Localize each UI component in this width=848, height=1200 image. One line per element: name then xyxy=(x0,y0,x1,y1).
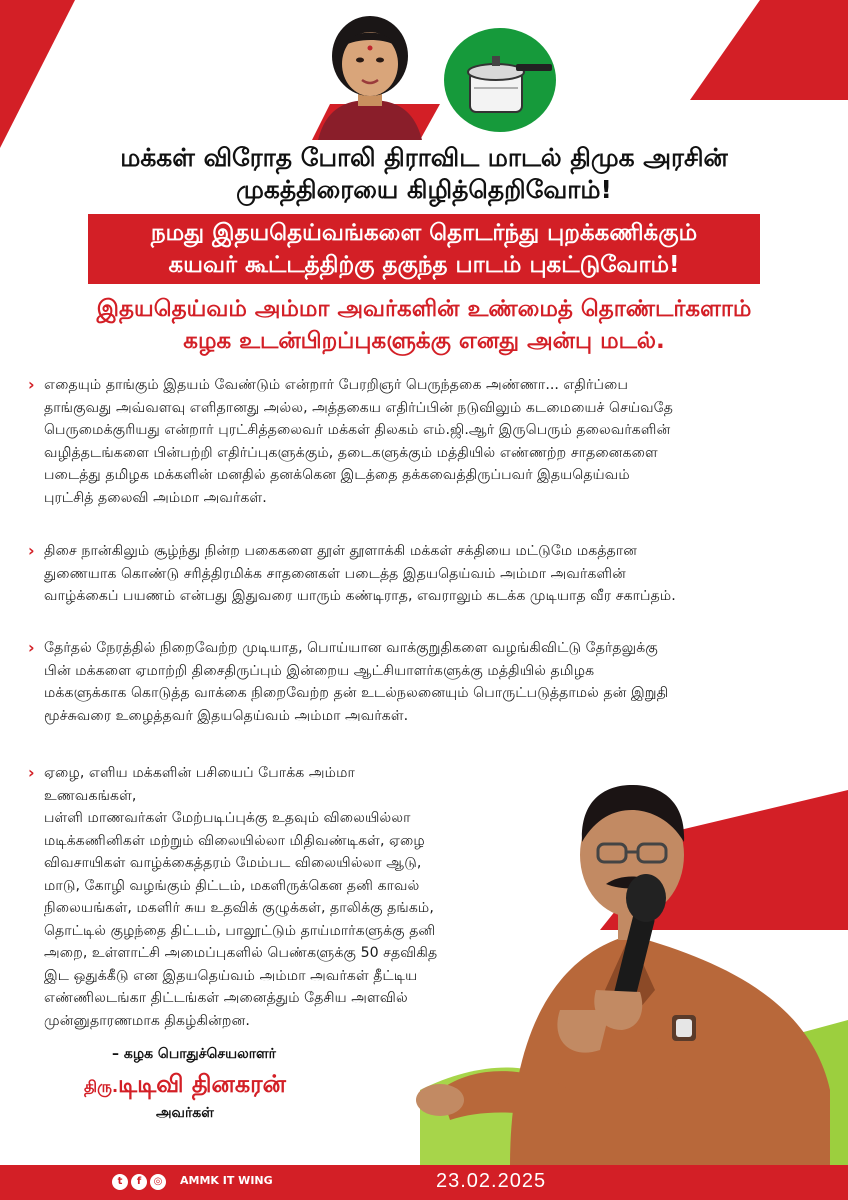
paragraph-line: மக்களுக்காக கொடுத்த வாக்கை நிறைவேற்ற தன் உடல்நலனையும் பொருட்படுத்தாமல் தன் இறுதி xyxy=(44,685,669,701)
paragraph-line: துணையாக கொண்டு சரித்திரமிக்க சாதனைகள் படைத்த இதயதெய்வம் அம்மா அவர்களின் xyxy=(44,565,626,582)
red-banner xyxy=(88,214,760,284)
address-line-1: இதயதெய்வம் அம்மா அவர்களின் உண்மைத் தொண்டர்களாம் xyxy=(96,296,752,322)
headline xyxy=(40,142,808,206)
signature-prefix: திரு. xyxy=(84,1077,119,1096)
paragraph-line: பெருமைக்குரியது என்றார் புரட்சித்தலைவர் மக்கள் திலகம் எம்.ஜி.ஆர் இருபெரும் தலைவர்களின் xyxy=(44,422,671,438)
paragraph-line: பள்ளி மாணவர்கள் மேற்படிப்புக்கு உதவும் விலையில்லா xyxy=(44,810,411,826)
footer-bar xyxy=(0,1165,848,1200)
banner-line-1: நமது இதயதெய்வங்களை தொடர்ந்து புறக்கணிக்கும் xyxy=(150,220,698,246)
paragraph-line: இட ஒதுக்கீடு என இதயதெய்வம் அம்மா அவர்கள் தீட்டிய xyxy=(44,967,418,984)
leader-portrait-logo xyxy=(300,8,440,140)
paragraph-4 xyxy=(28,762,444,1032)
facebook-icon[interactable]: f xyxy=(131,1174,147,1190)
signature-name xyxy=(60,1070,400,1101)
social-icons xyxy=(112,1174,166,1190)
it-wing-label: AMMK IT WING xyxy=(180,1174,273,1187)
paragraph-line: தொட்டில் குழந்தை திட்டம், பாலூட்டும் தாய்மார்களுக்கு தனி xyxy=(44,922,436,939)
paragraph-1 xyxy=(28,374,834,509)
headline-line-2: முகத்திரையை கிழித்தெறிவோம்! xyxy=(236,175,612,204)
paragraph-line: தாங்குவது அவ்வளவு எளிதானது அல்ல, அத்தகைய எதிர்ப்பின் நடுவிலும் கடமையைச் செய்வதே xyxy=(44,399,673,416)
signature-block xyxy=(60,1046,400,1123)
speaker-photo xyxy=(400,760,848,1165)
paragraph-line: நிலையங்கள், மகளிர் சுய உதவிக் குழுக்கள், தாலிக்கு தங்கம், xyxy=(44,900,434,916)
date-label: 23.02.2025 xyxy=(436,1170,547,1192)
paragraph-line: தேர்தல் நேரத்தில் நிறைவேற்ற முடியாத, பொய்யான வாக்குறுதிகளை வழங்கிவிட்டு தேர்தலுக்கு xyxy=(44,640,658,656)
headline-line-1: மக்கள் விரோத போலி திராவிட மாடல் திமுக அரசின் xyxy=(120,143,728,172)
paragraph-2 xyxy=(28,540,834,608)
paragraph-line: வழித்தடங்களை பின்பற்றி எதிர்ப்புகளுக்கும், தடைகளுக்கும் மத்தியில் எண்ணற்ற சாதனைகளை xyxy=(44,444,658,461)
signature-suffix: அவர்கள் xyxy=(156,1105,214,1121)
top-left-red-shard xyxy=(0,0,150,150)
address-heading xyxy=(30,293,818,357)
paragraph-line: அறை, உள்ளாட்சி அமைப்புகளில் பெண்களுக்கு 50 சதவிகித xyxy=(44,945,438,961)
chevron-bullet-icon: › xyxy=(28,541,35,560)
paragraph-line: புரட்சித் தலைவி அம்மா அவர்கள். xyxy=(44,489,267,506)
signature-role: – கழக பொதுச்செயலாளர் xyxy=(112,1046,276,1062)
paragraph-line: மூச்சுவரை உழைத்தவர் இதயதெய்வம் அம்மா அவர்கள். xyxy=(44,707,409,724)
paragraph-line: எதையும் தாங்கும் இதயம் வேண்டும் என்றார் பேரறிஞர் பெருந்தகை அண்ணா... எதிர்ப்பை xyxy=(44,377,629,393)
paragraph-line: விவசாயிகள் வாழ்க்கைத்தரம் மேம்பட விலையில்லா ஆடு, xyxy=(44,855,422,871)
chevron-bullet-icon: › xyxy=(28,638,35,657)
paragraph-line: மாடு, கோழி வழங்கும் திட்டம், மகளிருக்கென தனி காவல் xyxy=(44,877,420,894)
paragraph-3 xyxy=(28,637,834,727)
top-right-red-shard xyxy=(690,0,848,110)
chevron-bullet-icon: › xyxy=(28,763,35,782)
paragraph-line: எண்ணிலடங்கா திட்டங்கள் அனைத்தும் தேசிய அளவில் xyxy=(44,990,408,1006)
chevron-bullet-icon: › xyxy=(28,375,35,394)
banner-line-2: கயவர் கூட்டத்திற்கு தகுந்த பாடம் புகட்டுவோம்! xyxy=(168,252,680,278)
pressure-cooker-symbol-icon xyxy=(440,24,560,134)
paragraph-line: வாழ்க்கைப் பயணம் என்பது இதுவரை யாரும் கண்டிராத, எவராலும் கடக்க முடியாத வீர சகாப்தம். xyxy=(44,588,676,604)
paragraph-line: முன்னுதாரணமாக திகழ்கின்றன. xyxy=(44,1012,250,1029)
twitter-icon[interactable]: t xyxy=(112,1174,128,1190)
address-line-2: கழக உடன்பிறப்புகளுக்கு எனது அன்பு மடல். xyxy=(183,328,665,354)
paragraph-line: ஏழை, எளிய மக்களின் பசியைப் போக்க அம்மா உணவகங்கள், xyxy=(44,765,355,804)
paragraph-line: மடிக்கணினிகள் மற்றும் விலையில்லா மிதிவண்டிகள், ஏழை xyxy=(44,832,425,849)
signature-name-text: டிடிவி தினகரன் xyxy=(118,1070,286,1098)
instagram-icon[interactable]: ◎ xyxy=(150,1174,166,1190)
paragraph-line: திசை நான்கிலும் சூழ்ந்து நின்ற பகைகளை தூள் தூளாக்கி மக்கள் சக்தியை மட்டுமே மகத்தான xyxy=(44,543,637,559)
paragraph-line: படைத்து தமிழக மக்களின் மனதில் தனக்கென இடத்தை தக்கவைத்திருப்பவர் இதயதெய்வம் xyxy=(44,467,630,483)
paragraph-line: பின் மக்களை ஏமாற்றி திசைதிருப்பும் இன்றைய ஆட்சியாளர்களுக்கு மத்தியில் தமிழக xyxy=(44,662,595,679)
